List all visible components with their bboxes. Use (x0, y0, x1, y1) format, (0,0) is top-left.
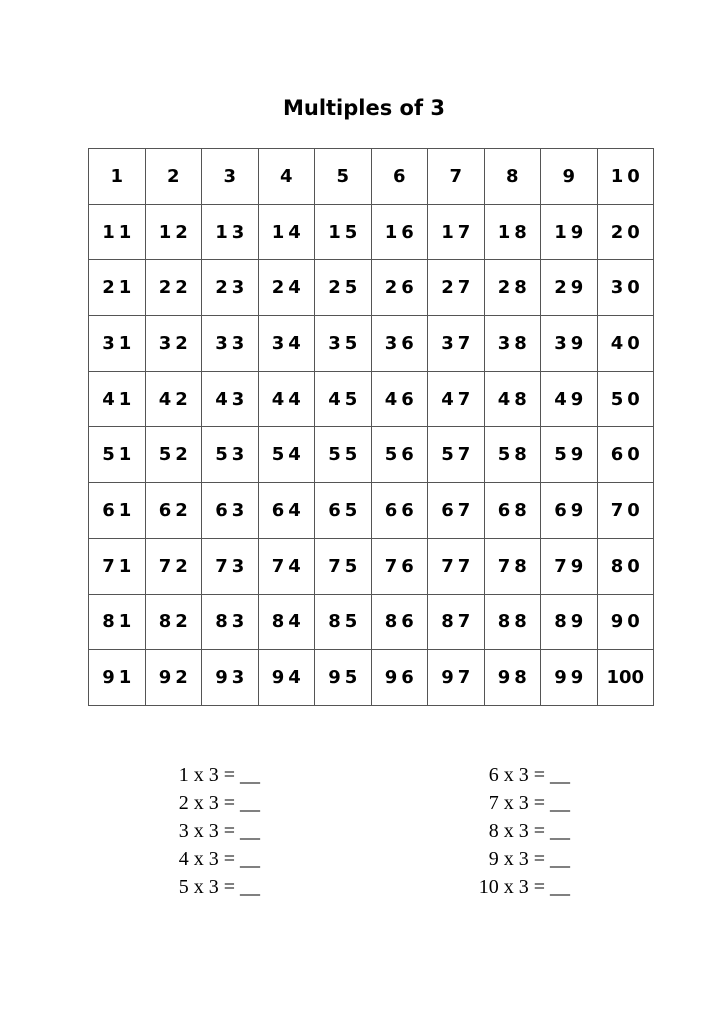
grid-cell: 47 (428, 371, 485, 427)
grid-cell: 40 (597, 316, 654, 372)
grid-cell: 55 (315, 427, 372, 483)
grid-cell: 35 (315, 316, 372, 372)
equations-left-column (140, 761, 260, 901)
grid-cell: 86 (371, 594, 428, 650)
grid-cell: 82 (145, 594, 202, 650)
grid-cell: 39 (541, 316, 598, 372)
page-title: Multiples of 3 (282, 96, 446, 120)
grid-cell: 61 (89, 483, 146, 539)
grid-cell: 91 (89, 650, 146, 706)
grid-cell: 95 (315, 650, 372, 706)
grid-cell: 33 (202, 316, 259, 372)
grid-cell: 12 (145, 204, 202, 260)
grid-cell: 58 (484, 427, 541, 483)
grid-cell: 63 (202, 483, 259, 539)
grid-cell: 83 (202, 594, 259, 650)
grid-cell: 26 (371, 260, 428, 316)
grid-cell: 45 (315, 371, 372, 427)
grid-cell: 85 (315, 594, 372, 650)
grid-cell: 59 (541, 427, 598, 483)
grid-cell: 7 (428, 149, 485, 205)
grid-cell: 32 (145, 316, 202, 372)
equations-right-column (440, 761, 570, 901)
grid-cell: 75 (315, 538, 372, 594)
grid-cell: 60 (597, 427, 654, 483)
grid-row (89, 204, 654, 260)
equation: 10 x 3 = __ (478, 876, 570, 898)
grid-cell: 5 (315, 149, 372, 205)
grid-cell: 17 (428, 204, 485, 260)
equation: 3 x 3 = __ (178, 820, 260, 842)
grid-cell: 14 (258, 204, 315, 260)
grid-cell: 62 (145, 483, 202, 539)
grid-cell: 99 (541, 650, 598, 706)
equation: 2 x 3 = __ (178, 792, 260, 814)
grid-cell: 28 (484, 260, 541, 316)
equation: 8 x 3 = __ (488, 820, 570, 842)
grid-cell: 4 (258, 149, 315, 205)
grid-cell: 38 (484, 316, 541, 372)
grid-cell: 24 (258, 260, 315, 316)
grid-cell: 65 (315, 483, 372, 539)
grid-cell: 29 (541, 260, 598, 316)
grid-cell: 94 (258, 650, 315, 706)
grid-row (89, 371, 654, 427)
grid-cell: 27 (428, 260, 485, 316)
grid-row (89, 427, 654, 483)
grid-cell: 70 (597, 483, 654, 539)
grid-cell: 87 (428, 594, 485, 650)
grid-cell: 77 (428, 538, 485, 594)
grid-cell: 72 (145, 538, 202, 594)
grid-cell: 100 (597, 650, 654, 706)
grid-cell: 11 (89, 204, 146, 260)
grid-cell: 16 (371, 204, 428, 260)
grid-cell: 89 (541, 594, 598, 650)
grid-cell: 76 (371, 538, 428, 594)
grid-cell: 3 (202, 149, 259, 205)
grid-row (89, 260, 654, 316)
grid-cell: 19 (541, 204, 598, 260)
grid-row (89, 483, 654, 539)
grid-cell: 64 (258, 483, 315, 539)
grid-cell: 8 (484, 149, 541, 205)
grid-cell: 71 (89, 538, 146, 594)
grid-cell: 37 (428, 316, 485, 372)
grid-cell: 54 (258, 427, 315, 483)
grid-cell: 10 (597, 149, 654, 205)
grid-cell: 80 (597, 538, 654, 594)
grid-cell: 18 (484, 204, 541, 260)
grid-cell: 31 (89, 316, 146, 372)
grid-cell: 98 (484, 650, 541, 706)
grid-cell: 36 (371, 316, 428, 372)
grid-cell: 23 (202, 260, 259, 316)
grid-cell: 67 (428, 483, 485, 539)
grid-cell: 73 (202, 538, 259, 594)
equation: 4 x 3 = __ (178, 848, 260, 870)
grid-cell: 13 (202, 204, 259, 260)
grid-row (89, 149, 654, 205)
grid-cell: 88 (484, 594, 541, 650)
grid-cell: 43 (202, 371, 259, 427)
grid-cell: 90 (597, 594, 654, 650)
grid-cell: 53 (202, 427, 259, 483)
grid-cell: 97 (428, 650, 485, 706)
grid-cell: 34 (258, 316, 315, 372)
grid-cell: 48 (484, 371, 541, 427)
grid-cell: 15 (315, 204, 372, 260)
grid-cell: 84 (258, 594, 315, 650)
grid-cell: 44 (258, 371, 315, 427)
equation: 9 x 3 = __ (488, 848, 570, 870)
grid-cell: 2 (145, 149, 202, 205)
grid-cell: 78 (484, 538, 541, 594)
equation: 6 x 3 = __ (488, 764, 570, 786)
grid-cell: 56 (371, 427, 428, 483)
grid-cell: 46 (371, 371, 428, 427)
equation: 1 x 3 = __ (178, 764, 260, 786)
grid-cell: 74 (258, 538, 315, 594)
grid-cell: 68 (484, 483, 541, 539)
grid-cell: 79 (541, 538, 598, 594)
grid-cell: 1 (89, 149, 146, 205)
grid-cell: 51 (89, 427, 146, 483)
hundred-chart (88, 148, 654, 706)
grid-cell: 93 (202, 650, 259, 706)
grid-row (89, 650, 654, 706)
grid-cell: 21 (89, 260, 146, 316)
grid-row (89, 594, 654, 650)
grid-cell: 96 (371, 650, 428, 706)
grid-cell: 49 (541, 371, 598, 427)
grid-cell: 66 (371, 483, 428, 539)
grid-cell: 9 (541, 149, 598, 205)
grid-cell: 41 (89, 371, 146, 427)
grid-cell: 52 (145, 427, 202, 483)
grid-row (89, 316, 654, 372)
grid-cell: 69 (541, 483, 598, 539)
equation: 7 x 3 = __ (488, 792, 570, 814)
equation: 5 x 3 = __ (178, 876, 260, 898)
grid-cell: 57 (428, 427, 485, 483)
grid-cell: 30 (597, 260, 654, 316)
grid-cell: 50 (597, 371, 654, 427)
grid-cell: 81 (89, 594, 146, 650)
grid-cell: 20 (597, 204, 654, 260)
grid-cell: 22 (145, 260, 202, 316)
grid-row (89, 538, 654, 594)
grid-cell: 6 (371, 149, 428, 205)
grid-cell: 25 (315, 260, 372, 316)
grid-cell: 42 (145, 371, 202, 427)
grid-cell: 92 (145, 650, 202, 706)
